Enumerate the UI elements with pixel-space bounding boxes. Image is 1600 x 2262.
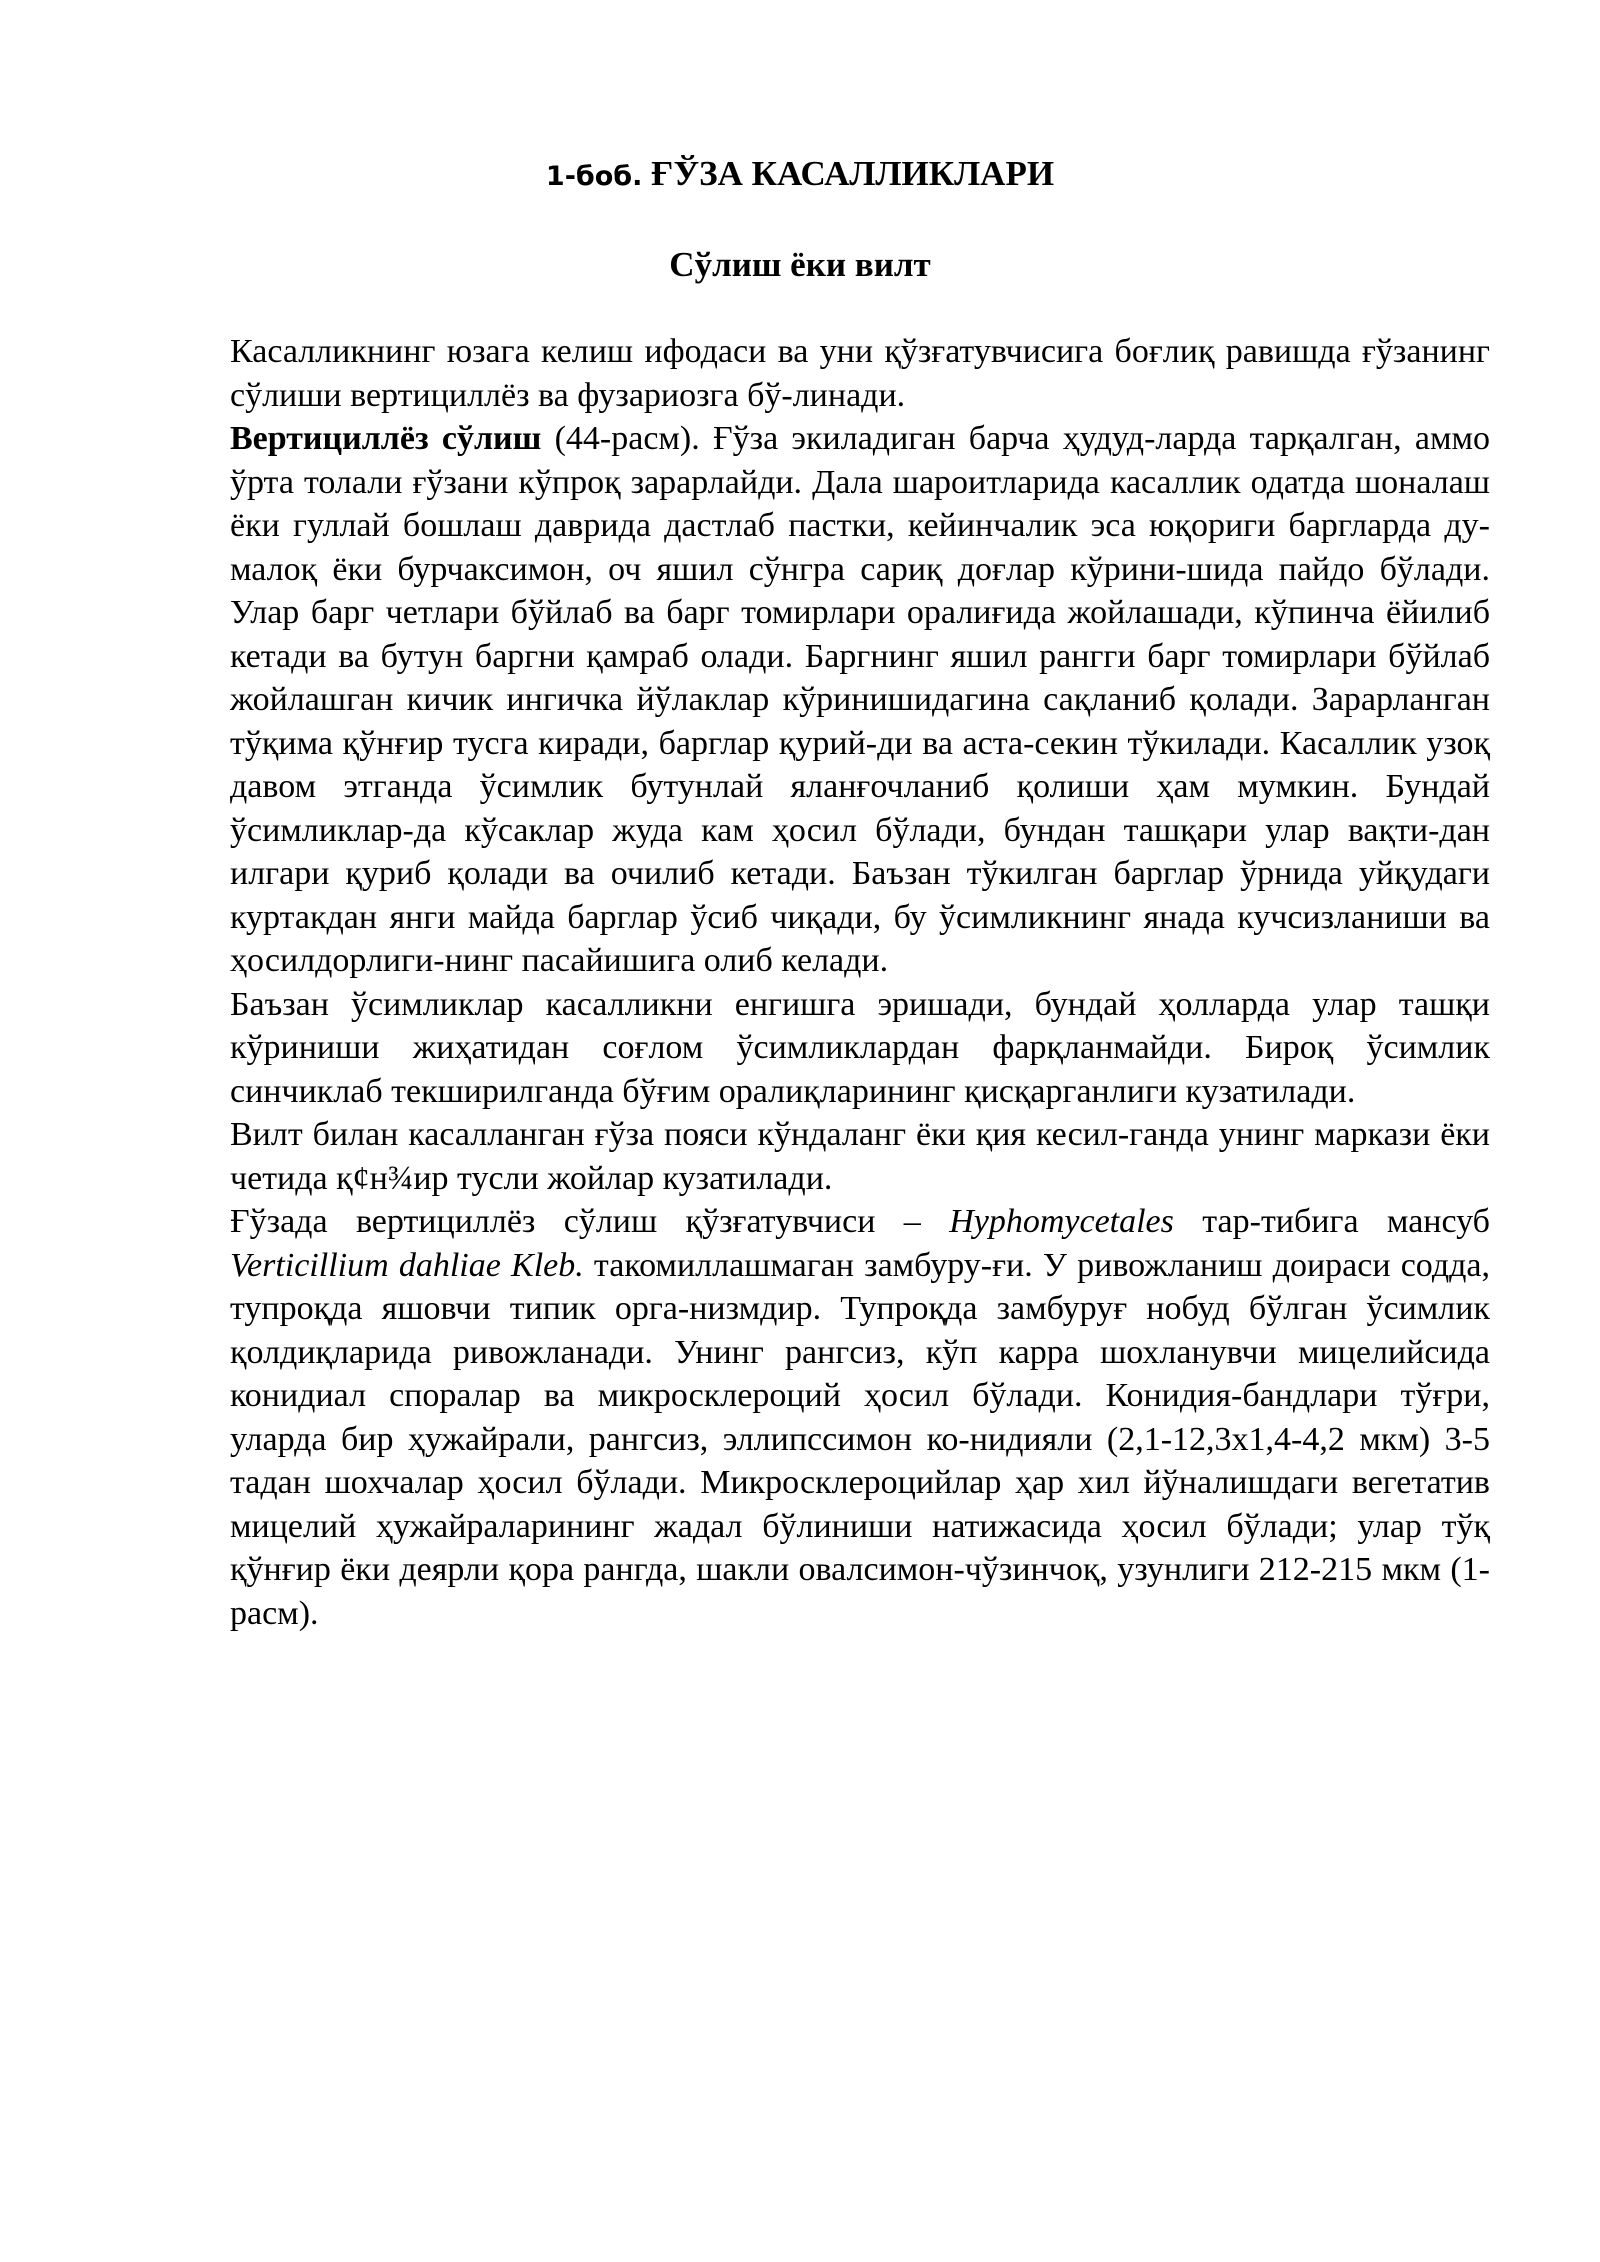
chapter-number: 1-боб. (545, 161, 643, 192)
paragraph-4: Вилт билан касалланган ғўза пояси кўндаланг ёки қия кесил-ганда унинг маркази ёки четида қ¢н¾ир тусли жойлар кузатилади. (230, 1116, 1490, 1197)
paragraph-5-italic-species: Verticillium dahliae Kleb. (230, 1246, 584, 1284)
paragraph-5-text-c: такомиллашмаган замбуру-ғи. У ривожланиш доираси содда, тупроқда яшовчи типик орга-низмдир. Тупроқда замбуруғ нобуд бўлган ўсимлик қолдиқларида ривожланади. Унинг рангсиз, кўп карра шохланувчи мицелийсида конидиал споралар ва микросклероций ҳосил бўлади. Конидия-бандлари тўғри, уларда бир ҳужайрали, рангсиз, эллипссимон ко-нидияли (2,1-12,3х1,4-4,2 мкм) 3-5 тадан шохчалар ҳосил бўлади. Микросклероцийлар ҳар хил йўналишдаги вегетатив мицелий ҳужайраларининг жадал бўлиниши натижасида ҳосил бўлади; улар тўқ қўнғир ёки деярли қора рангда, шакли овалсимон-чўзинчоқ, узунлиги 212-215 мкм (1-расм). (230, 1246, 1491, 1632)
paragraph-2 (230, 417, 1490, 983)
paragraph-3: Баъзан ўсимликлар касалликни енгишга эришади, бундай ҳолларда улар ташқи кўриниши жиҳатидан соғлом ўсимликлардан фарқланмайди. Бироқ ўсимлик синчиклаб текширилганда бўғим оралиқларининг қисқарганлиги кузатилади. (230, 985, 1490, 1110)
section-title: Сўлиш ёки вилт (669, 245, 931, 284)
paragraph-2-bold-term: Вертициллёз сўлиш (230, 420, 542, 457)
paragraph-5-text-b: тар-тибига мансуб (1173, 1203, 1490, 1240)
paragraph-2-text: (44-расм). Ғўза экиладиган барча ҳудуд-ларда тарқалган, аммо ўрта толали ғўзани кўпроқ зарарлайди. Дала шароитларида касаллик одатда шоналаш ёки гуллай бошлаш даврида дастлаб пастки, кейинчалик эса юқориги баргларда ду-малоқ ёки бурчаксимон, оч яшил сўнгра сариқ доғлар кўрини-шида пайдо бўлади. Улар барг четлари бўйлаб ва барг томирлари оралиғида жойлашади, кўпинча ёйилиб кетади ва бутун баргни қамраб олади. Баргнинг яшил рангги барг томирлари бўйлаб жойлашган кичик ингичка йўлаклар кўринишидагина сақланиб қолади. Зарарланган тўқима қўнғир тусга киради, барглар қурий-ди ва аста-секин тўкилади. Касаллик узоқ давом этганда ўсимлик бутунлай яланғочланиб қолиши ҳам мумкин. Бундай ўсимликлар-да кўсаклар жуда кам ҳосил бўлади, бундан ташқари улар вақти-дан илгари қуриб қолади ва очилиб кетади. Баъзан тўкилган барглар ўрнида уйқудаги куртакдан янги майда барглар ўсиб чиқади, бу ўсимликнинг янада кучсизланиши ва ҳосилдорлиги-нинг пасайишига олиб келади. (230, 420, 1490, 979)
paragraph-1: Касалликнинг юзага келиш ифодаси ва уни қўзғатувчисига боғлиқ равишда ғўзанинг сўлиши вертициллёз ва фузариозга бў-линади. (230, 333, 1490, 414)
paragraph-5-italic-order: Hyphomycetales (949, 1203, 1174, 1240)
chapter-title-text: ҒЎЗА КАСАЛЛИКЛАРИ (651, 154, 1055, 193)
body-text (230, 330, 1490, 1635)
paragraph-5-text-a: Ғўзада вертициллёз сўлиш қўзғатувчиси – (230, 1203, 950, 1240)
chapter-title (0, 154, 1600, 194)
paragraph-5 (230, 1200, 1490, 1635)
